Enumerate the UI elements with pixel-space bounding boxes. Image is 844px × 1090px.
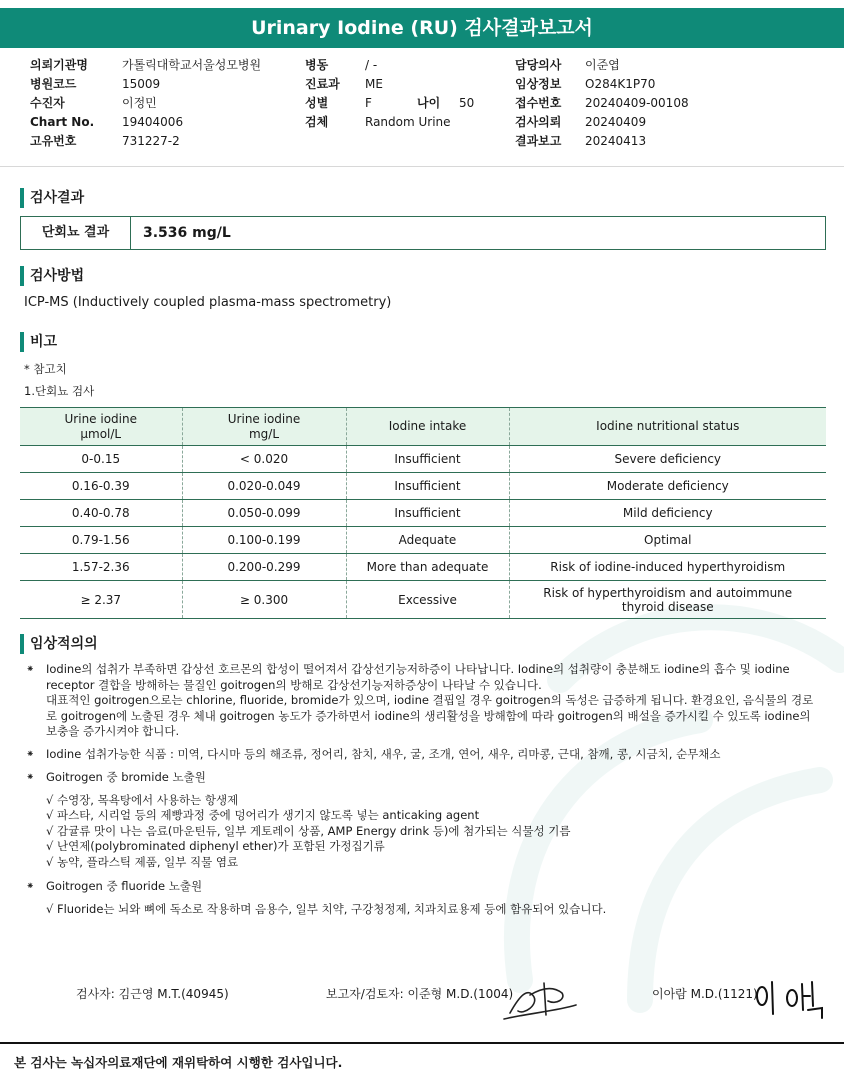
info-label: 병동 [305, 58, 329, 72]
table-cell: 0.200-0.299 [182, 554, 346, 581]
header-line: Urine iodine [64, 411, 137, 426]
info-column-1 [30, 56, 261, 151]
clinical-text: Goitrogen 중 fluoride 노출원 [46, 879, 203, 893]
table-row [20, 581, 826, 619]
info-row [30, 94, 261, 113]
table-header-row [20, 408, 826, 446]
info-label: 수진자 [30, 96, 65, 110]
info-row [30, 56, 261, 75]
info-value: 731227-2 [122, 134, 180, 148]
table-cell: Insufficient [346, 500, 509, 527]
footer-note: 본 검사는 녹십자의료재단에 재위탁하여 시행한 검사입니다. [14, 1055, 343, 1070]
list-item: √ 감귤류 맛이 나는 음료(마운틴듀, 일부 게토레이 상품, AMP Energy drink 등)에 첨가되는 식물성 기름 [46, 823, 571, 838]
table-header [20, 408, 182, 446]
info-column-2 [305, 56, 474, 132]
table-row [20, 473, 826, 500]
info-row [30, 113, 261, 132]
method-text: ICP-MS (Inductively coupled plasma-mass spectrometry) [24, 295, 392, 310]
info-column-3 [515, 56, 689, 151]
divider [0, 166, 844, 167]
section-title-result: 검사결과 [20, 188, 84, 208]
reporter-signature: 보고자/검토자: 이준형 M.D.(1004) [326, 987, 514, 1001]
info-label: 검사의뢰 [515, 115, 562, 129]
info-label: 결과보고 [515, 134, 562, 148]
table-cell: 0.050-0.099 [182, 500, 346, 527]
clinical-text: Iodine 섭취가능한 식품 : 미역, 다시마 등의 해조류, 정어리, 참치, 새우, 굴, 조개, 연어, 새우, 리마콩, 근대, 참깨, 콩, 시금치, 순무채소 [46, 747, 721, 761]
info-row [30, 75, 261, 94]
reference-table [20, 407, 826, 619]
table-cell: 0.020-0.049 [182, 473, 346, 500]
table-cell: < 0.020 [182, 446, 346, 473]
info-value: 가톨릭대학교서울성모병원 [122, 58, 262, 72]
table-row [20, 554, 826, 581]
info-label: Chart No. [30, 115, 95, 129]
reference-note: * 참고치 [24, 362, 67, 376]
table-cell: 0.16-0.39 [20, 473, 182, 500]
footer-divider [0, 1042, 844, 1044]
info-label: 고유번호 [30, 134, 77, 148]
table-cell: 0.100-0.199 [182, 527, 346, 554]
header-line: μmol/L [80, 426, 122, 441]
section-title-clinical: 임상적의의 [20, 634, 98, 654]
list-item: √ 수영장, 목욕탕에서 사용하는 항생제 [46, 792, 239, 807]
table-cell: Insufficient [346, 446, 509, 473]
signature-scribble-icon [500, 975, 580, 1023]
info-row [305, 94, 474, 113]
result-label: 단회뇨 결과 [21, 217, 131, 249]
table-cell: Optimal [509, 527, 826, 554]
info-label: 임상정보 [515, 77, 562, 91]
list-item: √ 파스타, 시리얼 등의 제빵과정 중에 덩어리가 생기지 않도록 넣는 anticaking agent [46, 808, 480, 822]
handwritten-signature-icon [752, 976, 824, 1020]
info-value: / - [365, 58, 378, 72]
info-value: 20240413 [585, 134, 647, 148]
header-line: Urine iodine [227, 411, 301, 426]
result-box [20, 216, 826, 250]
list-item: √ 농약, 플라스틱 제품, 일부 직물 염료 [46, 854, 239, 869]
info-row [305, 113, 474, 132]
table-cell: 0.40-0.78 [20, 500, 182, 527]
info-row [515, 56, 689, 75]
info-value: Random Urine [365, 115, 451, 129]
reference-subtitle: 1.단회뇨 검사 [24, 384, 95, 398]
info-value: 이준엽 [585, 58, 620, 72]
info-value: ME [365, 77, 383, 91]
tester-signature: 검사자: 김근영 M.T.(40945) [76, 987, 229, 1001]
table-header: Iodine intake [346, 408, 509, 446]
info-row [305, 56, 474, 75]
table-cell: More than adequate [346, 554, 509, 581]
bullet-icon: ⁕ [26, 772, 35, 783]
table-cell: Excessive [346, 581, 509, 619]
table-row [20, 500, 826, 527]
table-cell: Mild deficiency [509, 500, 826, 527]
info-label: 진료과 [305, 77, 340, 91]
clinical-text: Iodine의 섭취가 부족하면 갑상선 호르몬의 합성이 떨어져서 갑상선기능저하증이 나타납니다. Iodine의 섭취량이 충분해도 iodine의 흡수 및 iodine receptor 결합을 방해하는 물질인 goitrogen의 방해로 갑상선기능저하증상이 나타날 수 있습니다. [46, 662, 790, 692]
table-cell: 0-0.15 [20, 446, 182, 473]
age-value: 50 [459, 96, 475, 110]
info-label: 성별 [305, 96, 329, 110]
bullet-icon: ⁕ [26, 749, 35, 760]
list-item: √ Fluoride는 뇌와 뼈에 독소로 작용하며 음용수, 일부 치약, 구강청정제, 치과치료용제 등에 함유되어 있습니다. [46, 901, 607, 916]
table-cell: Severe deficiency [509, 446, 826, 473]
info-value: 이정민 [122, 96, 157, 110]
clinical-text: Goitrogen 중 bromide 노출원 [46, 770, 206, 784]
table-cell: Risk of iodine-induced hyperthyroidism [509, 554, 826, 581]
table-row [20, 527, 826, 554]
clinical-paragraph-4 [26, 879, 816, 917]
report-title: Urinary Iodine (RU) 검사결과보고서 [0, 8, 844, 48]
table-cell: 1.57-2.36 [20, 554, 182, 581]
table-cell: Moderate deficiency [509, 473, 826, 500]
info-value: 19404006 [122, 115, 184, 129]
info-label: 담당의사 [515, 58, 562, 72]
header-line: mg/L [248, 426, 280, 441]
info-label: 검체 [305, 115, 329, 129]
table-header: Iodine nutritional status [509, 408, 826, 446]
info-value: O284K1P70 [585, 77, 656, 91]
info-row [515, 94, 689, 113]
section-title-remarks: 비고 [20, 332, 57, 352]
table-cell: ≥ 0.300 [182, 581, 346, 619]
info-row [30, 132, 261, 151]
bullet-icon: ⁕ [26, 664, 35, 675]
clinical-paragraph-1 [26, 662, 816, 740]
table-cell: 0.79-1.56 [20, 527, 182, 554]
info-label: 병원코드 [30, 77, 77, 91]
clinical-paragraph-3 [26, 770, 816, 870]
info-value: 20240409 [585, 115, 647, 129]
list-item: √ 난연제(polybrominated diphenyl ether)가 포함된 가정집기류 [46, 839, 385, 853]
table-cell: ≥ 2.37 [20, 581, 182, 619]
bullet-icon: ⁕ [26, 881, 35, 892]
table-header [182, 408, 346, 446]
info-row [515, 113, 689, 132]
clinical-text: 대표적인 goitrogen으로는 chlorine, fluoride, bromide가 있으며, iodine 결핍일 경우 goitrogen의 독성은 급증하게 됩니다. 환경요인, 음식물의 경로로 goitrogen에 노출된 경우 체내 goitrogen 농도가 증가하면서 iodine의 생리활성을 방해함에 따라 goitrogen의 배설을 증가시킬 수 있도록 iodine의 보충을 증가시켜야 합니다. [46, 693, 814, 738]
info-value: F [365, 96, 372, 110]
table-cell: Insufficient [346, 473, 509, 500]
info-row [515, 75, 689, 94]
info-value: 15009 [122, 77, 161, 91]
doctor-signature: 이아람 M.D.(1121) [652, 987, 758, 1001]
table-cell: Risk of hyperthyroidism and autoimmune thyroid disease [509, 581, 826, 619]
info-label: 의뢰기관명 [30, 58, 88, 72]
section-title-method: 검사방법 [20, 266, 84, 286]
info-value: 20240409-00108 [585, 96, 689, 110]
info-label: 접수번호 [515, 96, 562, 110]
table-cell: Adequate [346, 527, 509, 554]
table-row [20, 446, 826, 473]
age-label: 나이 [417, 96, 441, 110]
clinical-paragraph-2 [26, 747, 816, 763]
result-value: 3.536 mg/L [143, 225, 231, 241]
info-row [305, 75, 474, 94]
info-row [515, 132, 689, 151]
